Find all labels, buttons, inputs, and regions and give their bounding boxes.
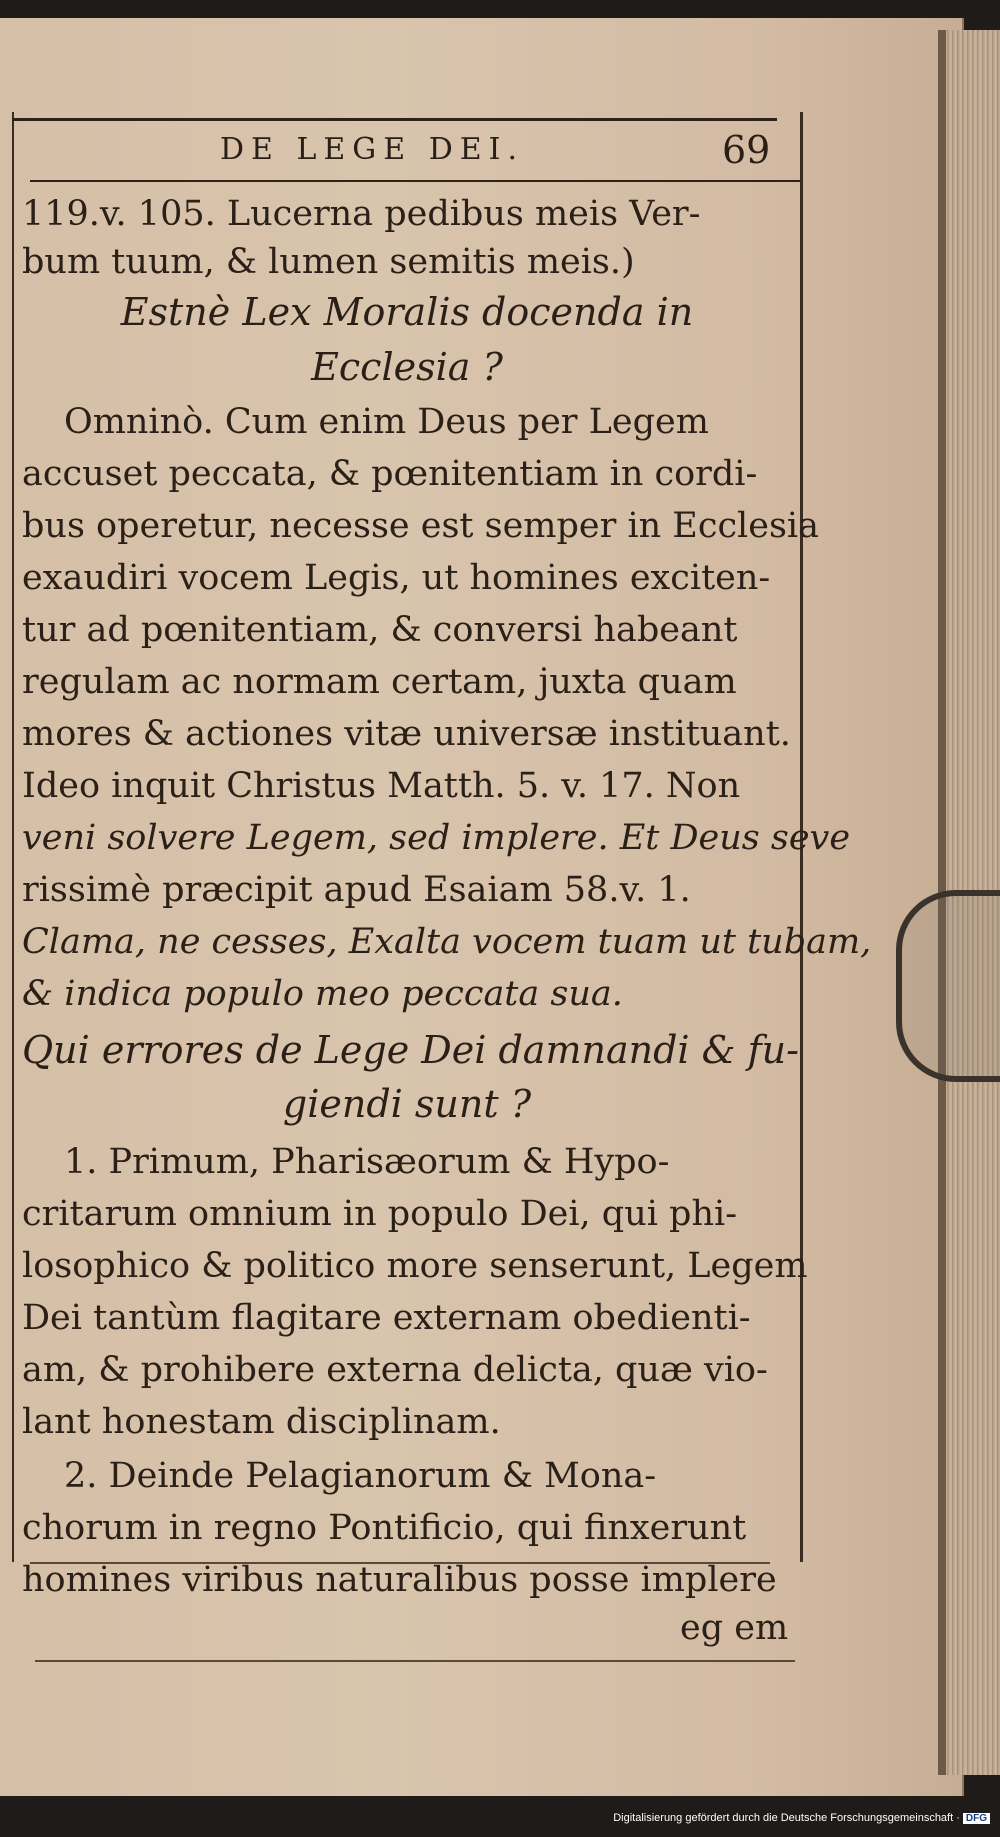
text-line-7: bus operetur, necesse est semper in Ecclesia (22, 506, 819, 546)
dfg-logo: DFG (963, 1813, 990, 1824)
top-rule (12, 118, 777, 121)
page-number: 69 (722, 128, 771, 172)
running-head: DE LEGE DEI. (220, 132, 525, 167)
catchword: eg em (680, 1608, 789, 1648)
question-heading-1-cont: Ecclesia ? (311, 345, 503, 389)
book-clip (896, 890, 1000, 1082)
text-line-11: mores & actiones vitæ universæ instituant. (22, 714, 791, 754)
text-line-24: lant honestam disciplinam. (22, 1402, 501, 1442)
question-heading-2-cont: giendi sunt ? (282, 1082, 532, 1126)
text-line-8: exaudiri vocem Legis, ut homines exciten- (22, 558, 771, 598)
text-line-25: 2. Deinde Pelagianorum & Mona- (64, 1456, 657, 1496)
question-heading-1: Estnè Lex Moralis docenda in (120, 290, 694, 334)
text-line-19: 1. Primum, Pharisæorum & Hypo- (64, 1142, 670, 1182)
text-line-12: Ideo inquit Christus Matth. 5. v. 17. Non (22, 766, 741, 806)
text-line-13: veni solvere Legem, sed implere. Et Deus seve (22, 818, 851, 858)
text-line-26: chorum in regno Pontificio, qui finxerunt (22, 1508, 747, 1548)
digitization-credit (0, 1812, 990, 1824)
footer-rule (35, 1660, 795, 1662)
text-line-22: Dei tantùm flagitare externam obedienti- (22, 1298, 751, 1338)
text-line-6: accuset peccata, & pœnitentiam in cordi- (22, 454, 758, 494)
credit-text: Digitalisierung gefördert durch die Deutsche Forschungsgemeinschaft · (613, 1812, 960, 1824)
text-line-10: regulam ac normam certam, juxta quam (22, 662, 737, 702)
text-line-21: losophico & politico more senserunt, Legem (22, 1246, 808, 1286)
question-heading-2: Qui errores de Lege Dei damnandi & fu- (22, 1028, 799, 1072)
text-line-23: am, & prohibere externa delicta, quæ vio- (22, 1350, 768, 1390)
header-rule (30, 180, 800, 182)
text-line-16: & indica populo meo peccata sua. (22, 974, 623, 1014)
text-line-15: Clama, ne cesses, Exalta vocem tuam ut tubam, (22, 922, 872, 962)
text-line-1: 119.v. 105. Lucerna pedibus meis Ver- (22, 194, 701, 234)
text-line-2: bum tuum, & lumen semitis meis.) (22, 242, 635, 282)
text-line-5: Omninò. Cum enim Deus per Legem (64, 402, 709, 442)
text-line-14: rissimè præcipit apud Esaiam 58.v. 1. (22, 870, 691, 910)
text-line-20: critarum omnium in populo Dei, qui phi- (22, 1194, 738, 1234)
text-line-27: homines viribus naturalibus posse implere (22, 1560, 777, 1600)
text-line-9: tur ad pœnitentiam, & conversi habeant (22, 610, 738, 650)
